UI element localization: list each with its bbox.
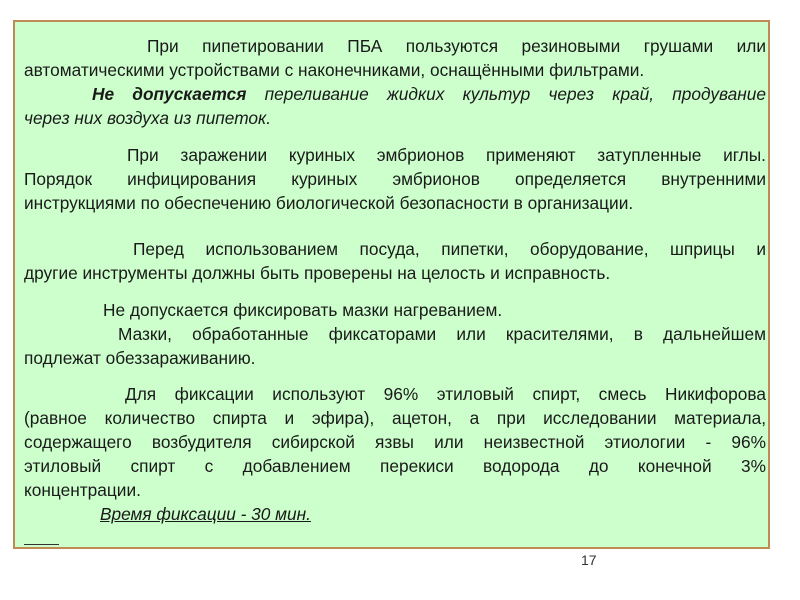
- paragraph-smear-fixation: [24, 298, 766, 370]
- footnote-rule: [24, 544, 59, 545]
- p1-line2: автоматическими устройствами с наконечниками, оснащёнными фильтрами.: [24, 60, 645, 80]
- p1-italic-line2: через них воздуха из пипеток.: [24, 108, 271, 128]
- p1-line1: При пипетировании ПБА пользуются резиновыми грушами или: [147, 36, 766, 56]
- p5-line3: содержащего возбудителя сибирской язвы или неизвестной этиологии - 96%: [24, 432, 766, 452]
- paragraph-chick-embryos: [24, 143, 766, 215]
- p4-line3: подлежат обеззараживанию.: [24, 348, 256, 368]
- paragraph-pipetting: [24, 34, 766, 130]
- not-allowed-emphasis: Не допускается: [92, 84, 247, 104]
- p5-line1: Для фиксации используют 96% этиловый спирт, смесь Никифорова: [125, 384, 766, 404]
- p2-line1: При заражении куриных эмбрионов применяют затупленные иглы.: [127, 145, 766, 165]
- p3-line2: другие инструменты должны быть проверены на целость и исправность.: [24, 263, 611, 283]
- p4-line2: Мазки, обработанные фиксаторами или красителями, в дальнейшем: [118, 324, 766, 344]
- p2-line3: инструкциями по обеспечению биологической безопасности в организации.: [24, 193, 634, 213]
- p4-line1: Не допускается фиксировать мазки нагреванием.: [103, 300, 503, 320]
- p5-line5: концентрации.: [24, 480, 141, 500]
- fixation-time-note: Время фиксации - 30 мин.: [100, 504, 311, 524]
- paragraph-equipment-check: [24, 237, 766, 285]
- p3-line1: Перед использованием посуда, пипетки, оборудование, шприцы и: [133, 239, 766, 259]
- p5-line2: (равное количество спирта и эфира), ацетон, а при исследовании материала,: [24, 408, 766, 428]
- paragraph-fixation-agents: [24, 382, 766, 526]
- p5-line4: этиловый спирт с добавлением перекиси водорода до конечной 3%: [24, 456, 766, 476]
- p2-line2: Порядок инфицирования куриных эмбрионов определяется внутренними: [24, 169, 766, 189]
- page-number: 17: [581, 552, 597, 568]
- p1-italic-rest: переливание жидких культур через край, продувание: [246, 84, 766, 104]
